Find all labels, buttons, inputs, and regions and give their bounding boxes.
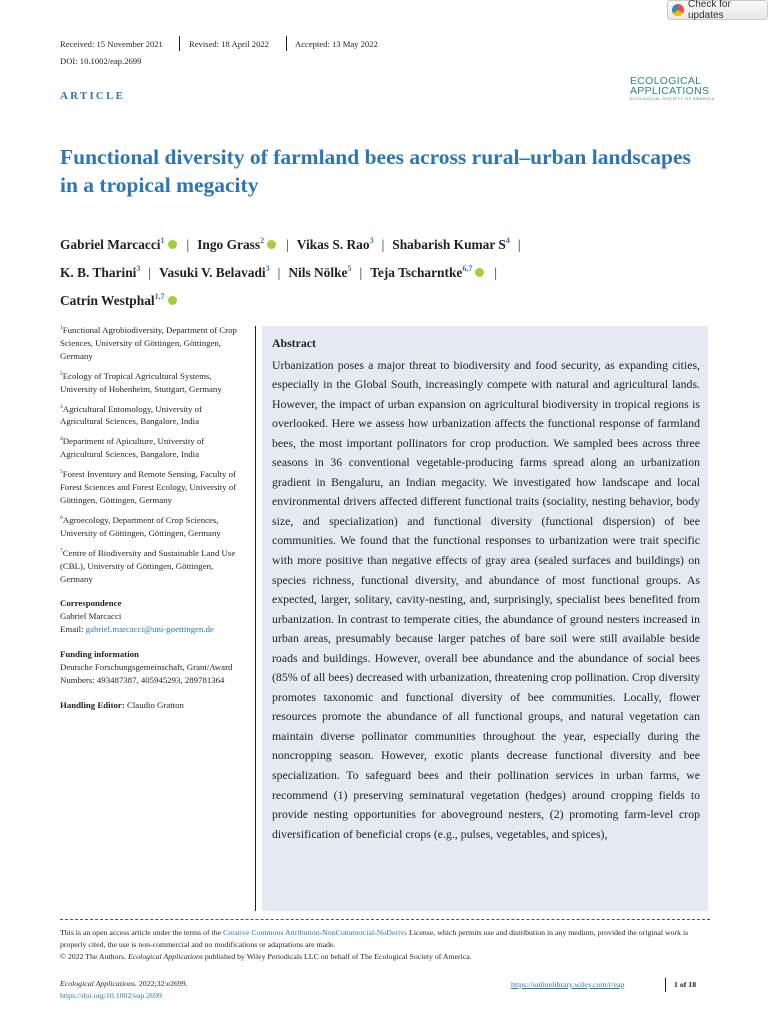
affiliation [60,433,245,461]
divider [286,36,287,51]
author-affiliation-number: 3 [136,264,141,273]
copyright-journal: Ecological Applications [127,952,203,961]
author-affiliation-number: 3 [369,236,374,245]
author-name: Nils Nölke [288,265,348,280]
orcid-icon[interactable] [475,268,484,277]
author-name: K. B. Tharini [60,265,137,280]
author-name: Vasuki V. Belavadi [159,265,266,280]
abstract [272,334,700,844]
author-name: Teja Tscharntke [370,265,463,280]
license-notice [60,927,710,963]
author-affiliation-number: 5 [347,264,352,273]
license-pre: This is an open access article under the terms of the [60,928,224,937]
author-separator: | [286,237,289,252]
affiliation-number: 4 [60,436,63,443]
check-for-updates-button[interactable] [667,0,768,20]
handling-editor-label: Handling Editor: [60,699,125,710]
correspondence-heading: Correspondence [60,598,122,609]
affiliation-text: Agricultural Entomology, University of Agricultural Sciences, Bangalore, India [60,403,202,427]
affiliation-number: 5 [60,469,63,476]
affiliation-text: Centre of Biodiversity and Sustainable Land Use (CBL), University of Göttingen, Göttingen, Germany [60,547,236,584]
author-separator: | [148,265,152,280]
author[interactable] [288,265,351,280]
email-link[interactable]: gabriel.marcacci@uni-goettingen.de [85,624,214,635]
author-affiliation-number: 1 [160,236,165,245]
section-label: ARTICLE [60,90,126,102]
affiliation-text: Department of Apiculture, University of Agricultural Sciences, Bangalore, India [60,436,205,460]
divider [179,36,180,51]
affiliation-number: 2 [60,370,63,377]
author-name: Catrin Westphal [60,293,155,308]
funding-text: Deutsche Forschungsgemeinschaft, Grant/Award Numbers: 493487387, 405945293, 289781364 [60,662,233,685]
email-label: Email: [60,624,86,635]
page-number: 1 of 18 [674,980,697,989]
footer-divider [665,978,666,992]
author-name: Shabarish Kumar S [392,237,506,252]
author-separator: | [494,265,498,280]
journal-logo-line1: ECOLOGICAL [630,75,702,87]
affiliation-text: Functional Agrobiodiversity, Department of Crop Sciences, University of Göttingen, Göttingen, Germany [60,325,237,361]
column-divider [255,326,256,911]
affiliation [60,322,245,363]
correspondence-email [60,623,245,636]
author[interactable] [159,265,270,280]
author-separator: | [381,237,385,252]
affiliation [60,401,245,429]
author[interactable] [197,237,278,252]
affiliation-number: 3 [60,403,63,410]
orcid-icon[interactable] [168,240,177,249]
abstract-text: Urbanization poses a major threat to biodiversity and food security, as expanding cities, especially in the Global South, increasingly compete with natural and agricultural lands. However, the impact of urban expansion on agricultural biodiversity in tropical regions is overlooked. Here we assess how urbanization affects the functional response of farmland bees, the most important pollinators for crop production. We sampled bees across three seasons in 36 conventional vegetable-producing farms spread along an urbanization gradient in Bengaluru, an Indian megacity. We investigated how landscape and local environmental drivers affected different functional traits (sociality, nesting behavior, body size, and specialization) and functional diversity (functional dispersion) of bee communities. We found that the functional responses to urbanization were trait specific with more positive than negative effects of gray area (sealed surfaces and buildings) on species richness, functional diversity, and abundance of most functional groups. As expected, larger, solitary, cavity-nesting, and, surprisingly, specialist bees benefited from urbanization. In contrast to temperate cities, the abundance of ground nesters increased in urban areas, presumably because larger patches of bare soil were still available beside roads and buildings. However, overall bee abundance and the abundance of social bees (85% of all bees) decreased with urbanization, threatening crop pollination. Crop diversity promotes taxonomic and functional diversity of bee communities. Locally, flower resources promote the abundance of all functional groups, and natural vegetation can maintain diverse pollinator communities throughout the year, especially during the noncropping season. However, exotic plants decrease functional diversity and bee specialization. To safeguard bees and their pollination services in urban farms, we recommend (1) preserving seminatural vegetation (hedges) around cropping fields to provide nesting opportunities for aboveground nesters, (2) promoting farm-level crop diversification of beneficial crops (e.g., pulses, vegetables, and spices), [272,357,700,841]
journal-logo[interactable] [630,76,715,102]
affiliation-number: 1 [60,325,63,331]
affiliation-number: 7 [60,547,63,554]
affiliation-number: 6 [60,514,63,521]
affiliation [60,368,245,396]
correspondence-name: Gabriel Marcacci [60,611,122,622]
funding-heading: Funding information [60,649,139,660]
doi: DOI: 10.1002/eap.2699 [60,56,142,66]
check-for-updates-label: Check for updates [688,0,731,21]
copyright-pre: © 2022 The Authors. [60,952,128,961]
footnote-divider [60,919,710,920]
license-post: License, which permits use and distribution in any medium, provided the original work is properly cited, the use is non-commercial and no modifications or adaptations are made. [60,928,689,949]
handling-editor [60,699,245,712]
orcid-icon[interactable] [267,240,276,249]
author[interactable] [297,237,374,252]
author-list [60,229,720,313]
journal-logo-line2: APPLICATIONS [630,85,710,97]
revised-date: Revised: 18 April 2022 [189,39,269,49]
author-separator: | [186,237,190,252]
author[interactable] [60,237,179,252]
author-name: Vikas S. Rao [296,237,370,252]
author-affiliation-number: 2 [260,236,265,245]
author-affiliation-number: 1,7 [154,292,165,301]
journal-site-link[interactable]: https://onlinelibrary.wiley.com/r/eap [511,980,625,989]
author-affiliation-number: 4 [505,236,510,245]
footer-volume: 2022;32:e2699. [136,979,188,988]
author-name: Ingo Grass [197,237,261,252]
update-icon [672,4,684,16]
journal-logo-tag: ECOLOGICAL SOCIETY OF AMERICA [630,96,715,101]
affiliation-text: Ecology of Tropical Agricultural Systems, University of Hohenheim, Stuttgart, Germany [60,370,222,394]
license-link[interactable]: Creative Commons Attribution-NonCommercial-NoDerivs [223,928,408,937]
author-affiliation-number: 6,7 [462,264,473,273]
copyright-post: published by Wiley Periodicals LLC on behalf of The Ecological Society of America. [202,952,472,961]
author[interactable] [370,265,486,280]
affiliation [60,466,245,507]
author-separator: | [277,265,281,280]
abstract-heading: Abstract [272,336,316,350]
author[interactable] [60,265,140,280]
handling-editor-name: Claudio Gratton [126,699,184,710]
author[interactable] [392,237,510,252]
author[interactable] [60,293,179,308]
affiliation [60,545,245,586]
accepted-date: Accepted: 13 May 2022 [295,39,378,49]
article-title: Functional diversity of farmland bees across rural–urban landscapes in a tropical megacity [60,145,691,197]
footer-journal: Ecological Applications. [60,979,137,988]
received-date: Received: 15 November 2021 [60,39,163,49]
affiliation [60,512,245,540]
author-name: Gabriel Marcacci [60,237,161,252]
affiliation-text: Forest Inventory and Remote Sensing, Faculty of Forest Sciences and Forest Ecology, University of Göttingen, Göttingen, Germany [60,469,237,505]
author-separator: | [359,265,363,280]
affiliation-text: Agroecology, Department of Crop Sciences, University of Göttingen, Göttingen, Germany [60,514,221,538]
footer-doi-link[interactable]: https://doi.org/10.1002/eap.2699 [60,991,162,1000]
left-column [60,322,245,712]
orcid-icon[interactable] [168,296,177,305]
author-separator: | [517,237,521,252]
author-affiliation-number: 3 [265,264,270,273]
affiliations [60,322,245,585]
